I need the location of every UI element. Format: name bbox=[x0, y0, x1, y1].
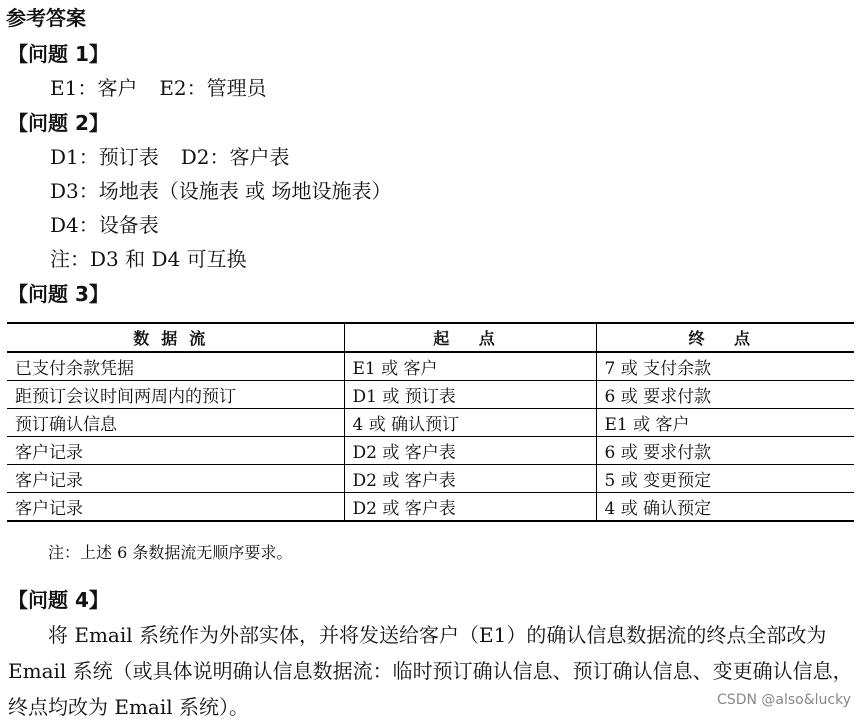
q1-item-e1: E1：客户 bbox=[50, 76, 138, 100]
q2-answer-line-2: D3：场地表（设施表 或 场地设施表） bbox=[50, 179, 392, 203]
table-row bbox=[7, 465, 854, 493]
cell-destination: 5 或 变更预定 bbox=[596, 465, 854, 493]
q4-answer-paragraph bbox=[8, 617, 856, 725]
cell-data-flow: 距预订会议时间两周内的预订 bbox=[7, 381, 344, 409]
cell-source: 4 或 确认预订 bbox=[344, 409, 596, 437]
cell-data-flow: 客户记录 bbox=[7, 437, 344, 465]
q4-paragraph-text: 将 Email 系统作为外部实体，并将发送给客户（E1）的确认信息数据流的终点全部改为 Email 系统（或具体说明确认信息数据流：临时预订确认信息、预订确认信息、变更确认信息，终点均改为 Email 系统）。 bbox=[8, 623, 853, 719]
data-flow-table bbox=[7, 322, 854, 522]
question-3-heading: 【问题 3】 bbox=[8, 282, 109, 306]
q2-answer-line-3: D4：设备表 bbox=[50, 213, 159, 237]
q1-answer-line bbox=[50, 72, 267, 101]
cell-data-flow: 已支付余款凭据 bbox=[7, 352, 344, 381]
table-row bbox=[7, 437, 854, 465]
cell-source: E1 或 客户 bbox=[344, 352, 596, 381]
table-header-row bbox=[7, 323, 854, 352]
cell-destination: 4 或 确认预定 bbox=[596, 493, 854, 522]
q2-item-d1: D1：预订表 bbox=[50, 145, 159, 169]
table-row bbox=[7, 381, 854, 409]
column-header-data-flow: 数据流 bbox=[7, 323, 344, 352]
q1-item-e2: E2：管理员 bbox=[159, 76, 267, 100]
table-row bbox=[7, 352, 854, 381]
cell-source: D2 或 客户表 bbox=[344, 493, 596, 522]
page-title: 参考答案 bbox=[6, 6, 86, 30]
column-header-source: 起 点 bbox=[344, 323, 596, 352]
column-header-destination: 终 点 bbox=[596, 323, 854, 352]
cell-source: D1 或 预订表 bbox=[344, 381, 596, 409]
cell-data-flow: 客户记录 bbox=[7, 493, 344, 522]
question-1-heading: 【问题 1】 bbox=[8, 42, 109, 66]
table-row bbox=[7, 409, 854, 437]
cell-source: D2 或 客户表 bbox=[344, 437, 596, 465]
cell-destination: 6 或 要求付款 bbox=[596, 437, 854, 465]
question-2-heading: 【问题 2】 bbox=[8, 111, 109, 135]
q2-item-d2: D2：客户表 bbox=[180, 145, 290, 169]
cell-destination: E1 或 客户 bbox=[596, 409, 854, 437]
watermark: CSDN @also&lucky bbox=[717, 692, 851, 708]
q2-note: 注：D3 和 D4 可互换 bbox=[50, 247, 247, 271]
cell-data-flow: 客户记录 bbox=[7, 465, 344, 493]
q2-answer-line-1 bbox=[50, 141, 290, 170]
cell-source: D2 或 客户表 bbox=[344, 465, 596, 493]
q3-note: 注：上述 6 条数据流无顺序要求。 bbox=[48, 543, 293, 562]
cell-data-flow: 预订确认信息 bbox=[7, 409, 344, 437]
table-row bbox=[7, 493, 854, 522]
cell-destination: 7 或 支付余款 bbox=[596, 352, 854, 381]
question-4-heading: 【问题 4】 bbox=[8, 588, 109, 612]
cell-destination: 6 或 要求付款 bbox=[596, 381, 854, 409]
